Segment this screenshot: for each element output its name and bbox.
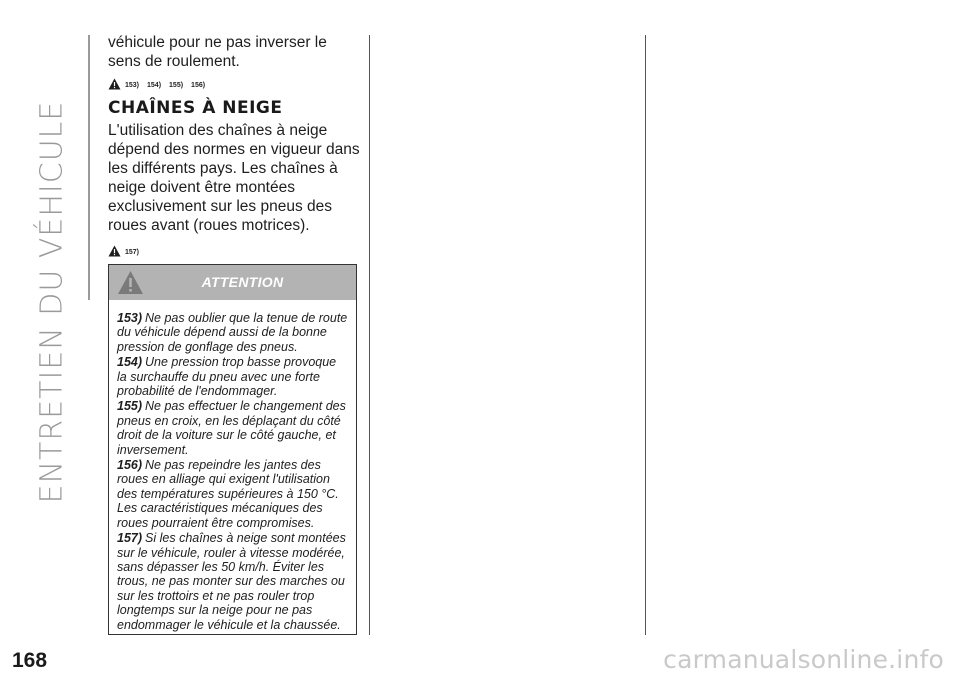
body-warning-refs	[108, 243, 360, 257]
attention-note	[117, 399, 348, 457]
attention-header	[109, 265, 356, 300]
note-text: Une pression trop basse provoque la surchauffe du pneu avec une forte probabilité de l'endommager.	[117, 355, 337, 399]
main-column	[108, 33, 360, 257]
note-text: Si les chaînes à neige sont montées sur le véhicule, rouler à vitesse modérée, sans dépasser les 50 km/h. Éviter les trous, ne pas monter sur des marches ou sur les trottoirs et ne pas rouler trop longtemps sur la neige pour ne pas endommager le véhicule et la chaussée.	[117, 531, 346, 632]
warning-triangle-icon	[108, 78, 121, 90]
sidebar-rule	[88, 35, 90, 300]
attention-note	[117, 355, 348, 398]
attention-title: ATTENTION	[201, 274, 284, 290]
note-text: Ne pas repeindre les jantes des roues en alliage qui exigent l'utilisation des températures supérieures à 150 °C. Les caractéristiques mécaniques des roues pourraient être compromises.	[117, 458, 339, 530]
page-number: 168	[12, 649, 48, 672]
attention-note	[117, 311, 348, 354]
warning-ref: 157)	[125, 249, 140, 256]
intro-paragraph: véhicule pour ne pas inverser le sens de roulement.	[108, 34, 327, 70]
note-text: Ne pas oublier que la tenue de route du véhicule dépend aussi de la bonne pression de gonflage des pneus.	[117, 311, 348, 354]
attention-note	[117, 458, 348, 530]
watermark: carmanualsonline.info	[663, 645, 944, 674]
column-divider-1	[369, 35, 370, 635]
note-number: 157)	[117, 531, 143, 546]
attention-notes	[109, 300, 356, 632]
warning-triangle-icon	[108, 245, 121, 257]
warning-ref: 154)	[147, 82, 162, 89]
column-divider-2	[645, 35, 646, 635]
note-number: 154)	[117, 355, 143, 370]
attention-note	[117, 531, 348, 632]
section-heading: CHAÎNES À NEIGE	[108, 98, 283, 118]
body-paragraph: L'utilisation des chaînes à neige dépend des normes en vigueur dans les différents pays. Les chaînes à neige doivent être montées exclusivement sur les pneus des roues avant (roues motrices).	[108, 122, 360, 234]
intro-warning-refs	[108, 76, 360, 90]
warning-ref: 155)	[169, 82, 184, 89]
warning-ref: 156)	[191, 82, 206, 89]
note-number: 155)	[117, 399, 143, 414]
warning-ref: 153)	[125, 82, 140, 89]
sidebar-chapter-title: ENTRETIEN DU VÉHICULE	[34, 100, 70, 504]
attention-box	[108, 264, 357, 635]
note-text: Ne pas effectuer le changement des pneus en croix, en les déplaçant du côté droit de la voiture sur le côté gauche, et inversement.	[117, 399, 346, 457]
note-number: 156)	[117, 458, 143, 473]
note-number: 153)	[117, 311, 143, 325]
